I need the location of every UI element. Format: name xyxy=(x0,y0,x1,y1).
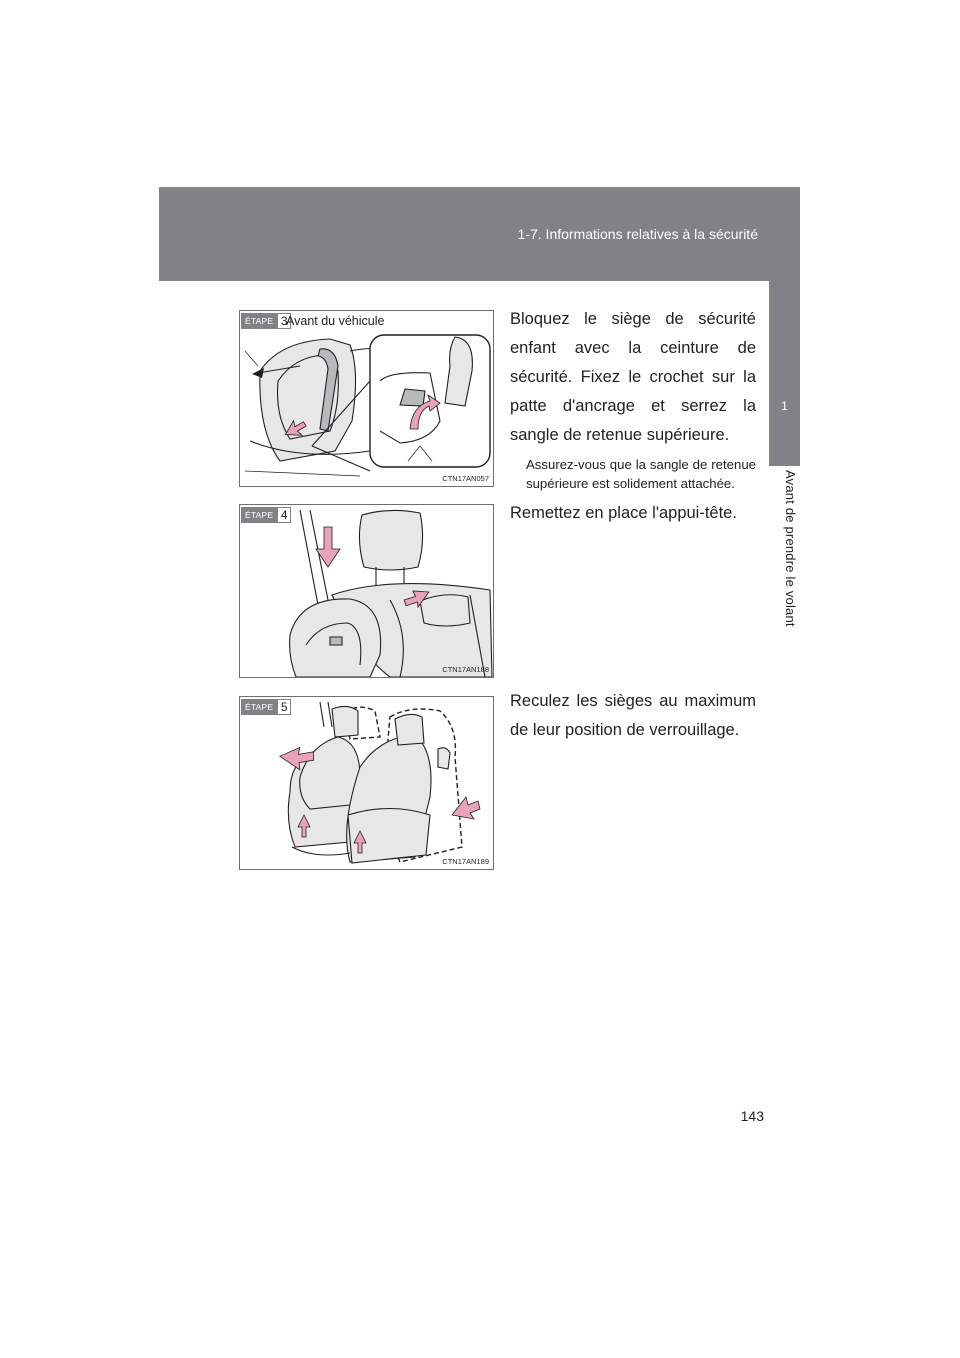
step-badge xyxy=(241,313,291,329)
step-number: 3 xyxy=(277,313,291,329)
figure-caption: Avant du véhicule xyxy=(286,314,385,328)
step-label: ÉTAPE xyxy=(241,313,277,329)
step-number: 4 xyxy=(277,507,291,523)
step-3-instruction: Bloquez le siège de sécurité enfant avec la ceinture de sécurité. Fixez le crochet sur la patte d'ancrage et serrez la sangle de retenue supérieure. xyxy=(510,310,756,444)
step-number: 5 xyxy=(277,699,291,715)
step-4-instruction: Remettez en place l'appui-tête. xyxy=(510,504,737,522)
step-badge xyxy=(241,507,291,523)
step-3-note: Assurez-vous que la sangle de retenue supérieure est solidement attachée. xyxy=(526,457,756,491)
step-label: ÉTAPE xyxy=(241,507,277,523)
step-4-figure xyxy=(239,504,494,678)
headrest-illustration xyxy=(240,505,494,678)
step-label: ÉTAPE xyxy=(241,699,277,715)
figure-code: CTN17AN057 xyxy=(442,474,489,483)
chapter-title: Avant de prendre le volant xyxy=(783,470,798,627)
step-badge xyxy=(241,699,291,715)
child-seat-tether-illustration xyxy=(240,311,494,487)
chapter-number: 1 xyxy=(781,399,788,413)
step-3-figure xyxy=(239,310,494,487)
rear-seats-slide-illustration xyxy=(240,697,494,870)
section-header xyxy=(159,187,800,281)
step-5-figure xyxy=(239,696,494,870)
figure-code: CTN17AN188 xyxy=(442,665,489,674)
section-title: 1-7. Informations relatives à la sécurité xyxy=(517,226,758,242)
step-5-instruction: Reculez les sièges au maximum de leur position de verrouillage. xyxy=(510,692,756,739)
chapter-tab xyxy=(769,281,800,466)
figure-code: CTN17AN189 xyxy=(442,857,489,866)
page-number: 143 xyxy=(740,1108,764,1124)
